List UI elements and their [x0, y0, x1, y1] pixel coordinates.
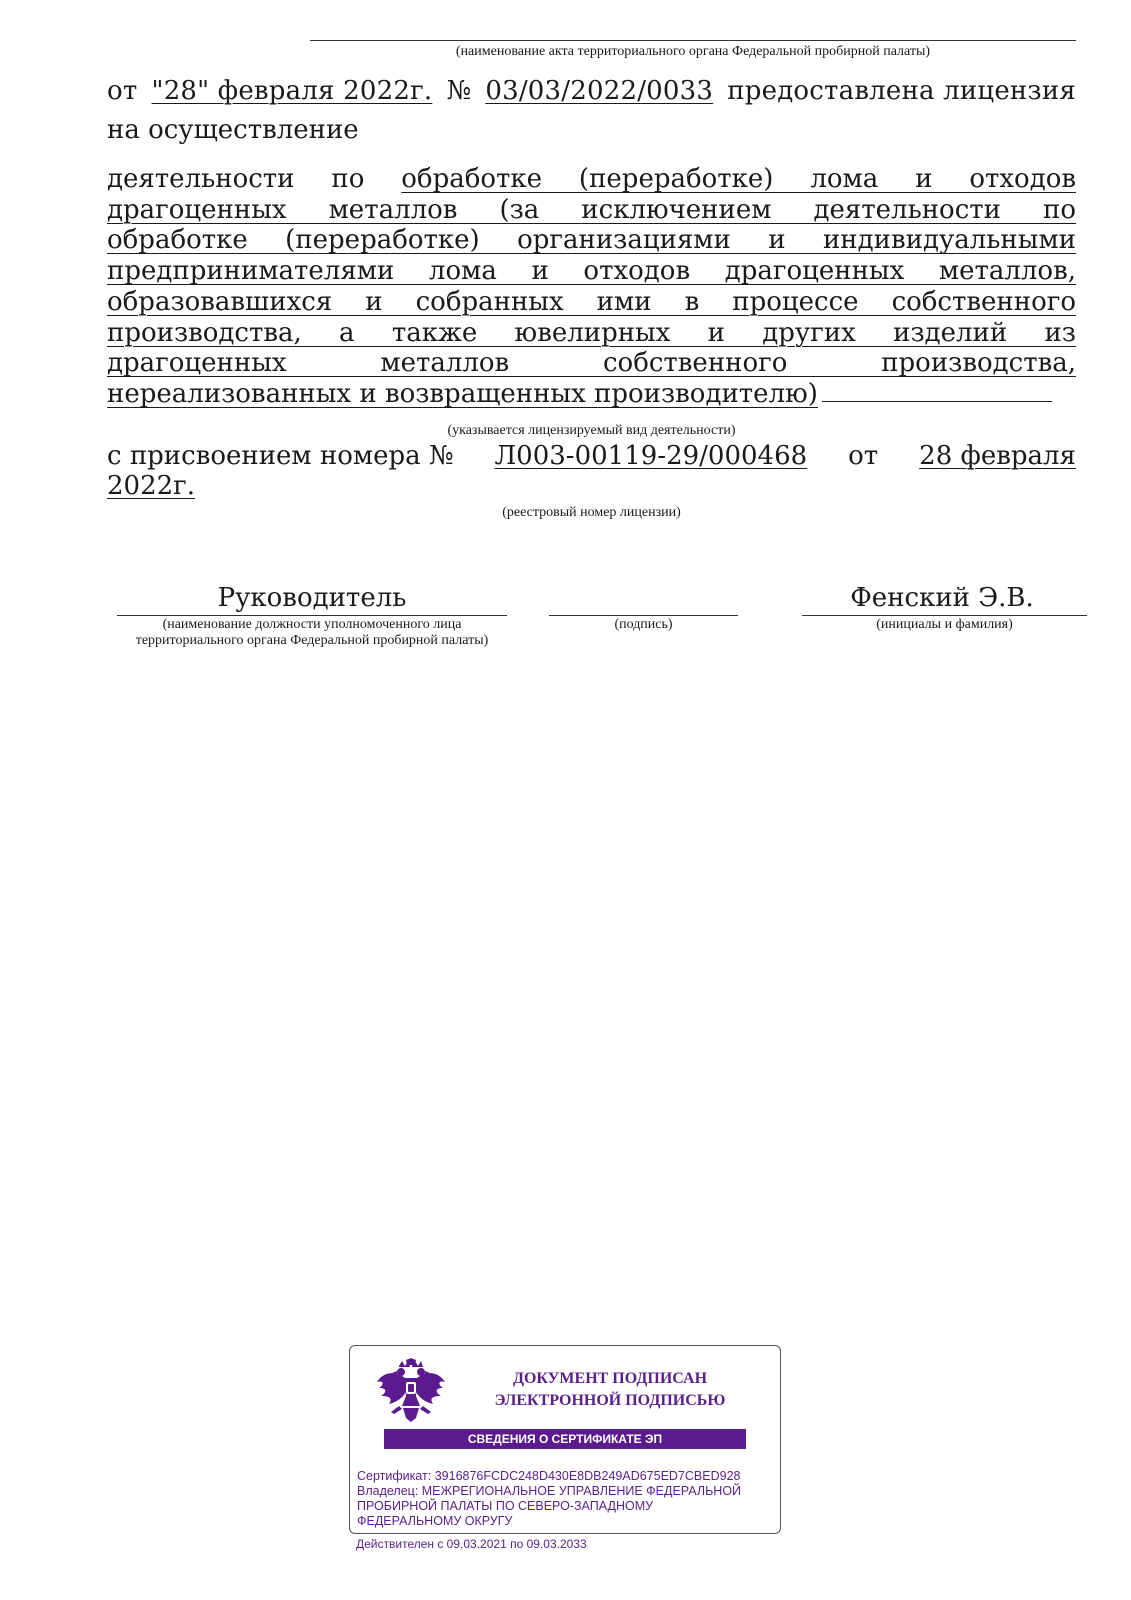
activity-row: [107, 225, 1076, 256]
signature-rule: [549, 615, 738, 616]
double-headed-eagle-emblem-icon: [375, 1358, 447, 1428]
act-date: "28" февраля 2022г.: [151, 76, 433, 106]
certificate-owner-line-3: ФЕДЕРАЛЬНОМУ ОКРУГУ: [357, 1514, 513, 1528]
registry-year-line: [107, 471, 195, 501]
activity-row: [107, 287, 1076, 318]
activity-row: [107, 164, 1076, 195]
certificate-validity: Действителен с 09.03.2021 по 09.03.2033: [356, 1537, 587, 1551]
activity-text: [107, 164, 1076, 410]
activity-row: [107, 379, 1076, 410]
act-number: 03/03/2022/0033: [485, 76, 714, 106]
signature-caption: (подпись): [614, 617, 673, 632]
activity-row: [107, 318, 1076, 349]
activity-row-underlined: производства, а также ювелирных и других изделий из: [107, 317, 1076, 348]
act-prefix: от: [107, 76, 138, 106]
activity-row-underlined: драгоценных металлов собственного производства,: [107, 348, 1076, 379]
registry-caption: (реестровый номер лицензии): [502, 505, 681, 520]
activity-row-underlined: обработке (переработке) организациями и индивидуальными: [107, 225, 1076, 256]
signatory-position: Руководитель: [217, 583, 407, 613]
activity-row-underlined: образовавшихся и собранных ими в процессе собственного: [107, 286, 1076, 317]
registry-from: от: [848, 441, 879, 471]
registry-year: 2022г.: [107, 471, 196, 501]
certificate-details: [357, 1469, 777, 1529]
registry-prefix: с присвоением номера №: [107, 441, 454, 471]
certificate-number: Сертификат: 3916876FCDC248D430E8DB249AD675ED7CBED928: [357, 1469, 741, 1483]
registry-line: [107, 441, 1076, 471]
activity-row-underlined: нереализованных и возвращенных производителю): [107, 378, 818, 409]
activity-row-underlined: предпринимателями лома и отходов драгоценных металлов,: [107, 256, 1076, 287]
activity-row-underlined: обработке (переработке) лома и отходов: [401, 164, 1076, 194]
position-rule: [117, 615, 507, 616]
act-suffix: предоставлена лицензия: [727, 76, 1076, 106]
activity-fill-rule: [822, 400, 1052, 402]
act-name-caption: (наименование акта территориального органа Федеральной пробирной палаты): [455, 44, 931, 59]
signatory-name: Фенский Э.В.: [850, 583, 1034, 613]
name-rule: [802, 615, 1087, 616]
stamp-title-line-2: ЭЛЕКТРОННОЙ ПОДПИСЬЮ: [494, 1392, 726, 1409]
certificate-info-bar: СВЕДЕНИЯ О СЕРТИФИКАТЕ ЭП: [384, 1429, 746, 1449]
registry-date: 28 февраля: [919, 441, 1076, 471]
act-number-sign: №: [446, 76, 472, 106]
activity-row-plain: деятельности по: [107, 164, 402, 194]
registry-number: Л003-00119-29/000468: [494, 441, 808, 471]
act-line: [107, 76, 1076, 106]
activity-row: [107, 256, 1076, 287]
electronic-signature-stamp: [349, 1345, 781, 1534]
stamp-title: [460, 1368, 760, 1412]
stamp-title-line-1: ДОКУМЕНТ ПОДПИСАН: [512, 1370, 708, 1387]
activity-row: [107, 195, 1076, 226]
certificate-owner-line-2: ПРОБИРНОЙ ПАЛАТЫ ПО СЕВЕРО-ЗАПАДНОМУ: [357, 1499, 654, 1513]
activity-row-underlined: драгоценных металлов (за исключением деятельности по: [107, 194, 1076, 225]
position-caption: (наименование должности уполномоченного лица территориального органа Федеральной пробирной палаты): [135, 617, 489, 648]
activity-row: [107, 348, 1076, 379]
act-name-rule: [310, 40, 1076, 41]
name-caption: (инициалы и фамилия): [876, 617, 1013, 632]
activity-caption: (указывается лицензируемый вид деятельности): [447, 423, 736, 438]
certificate-owner-line-1: Владелец: МЕЖРЕГИОНАЛЬНОЕ УПРАВЛЕНИЕ ФЕДЕРАЛЬНОЙ: [357, 1484, 742, 1498]
act-line-2: на осуществление: [107, 115, 359, 145]
